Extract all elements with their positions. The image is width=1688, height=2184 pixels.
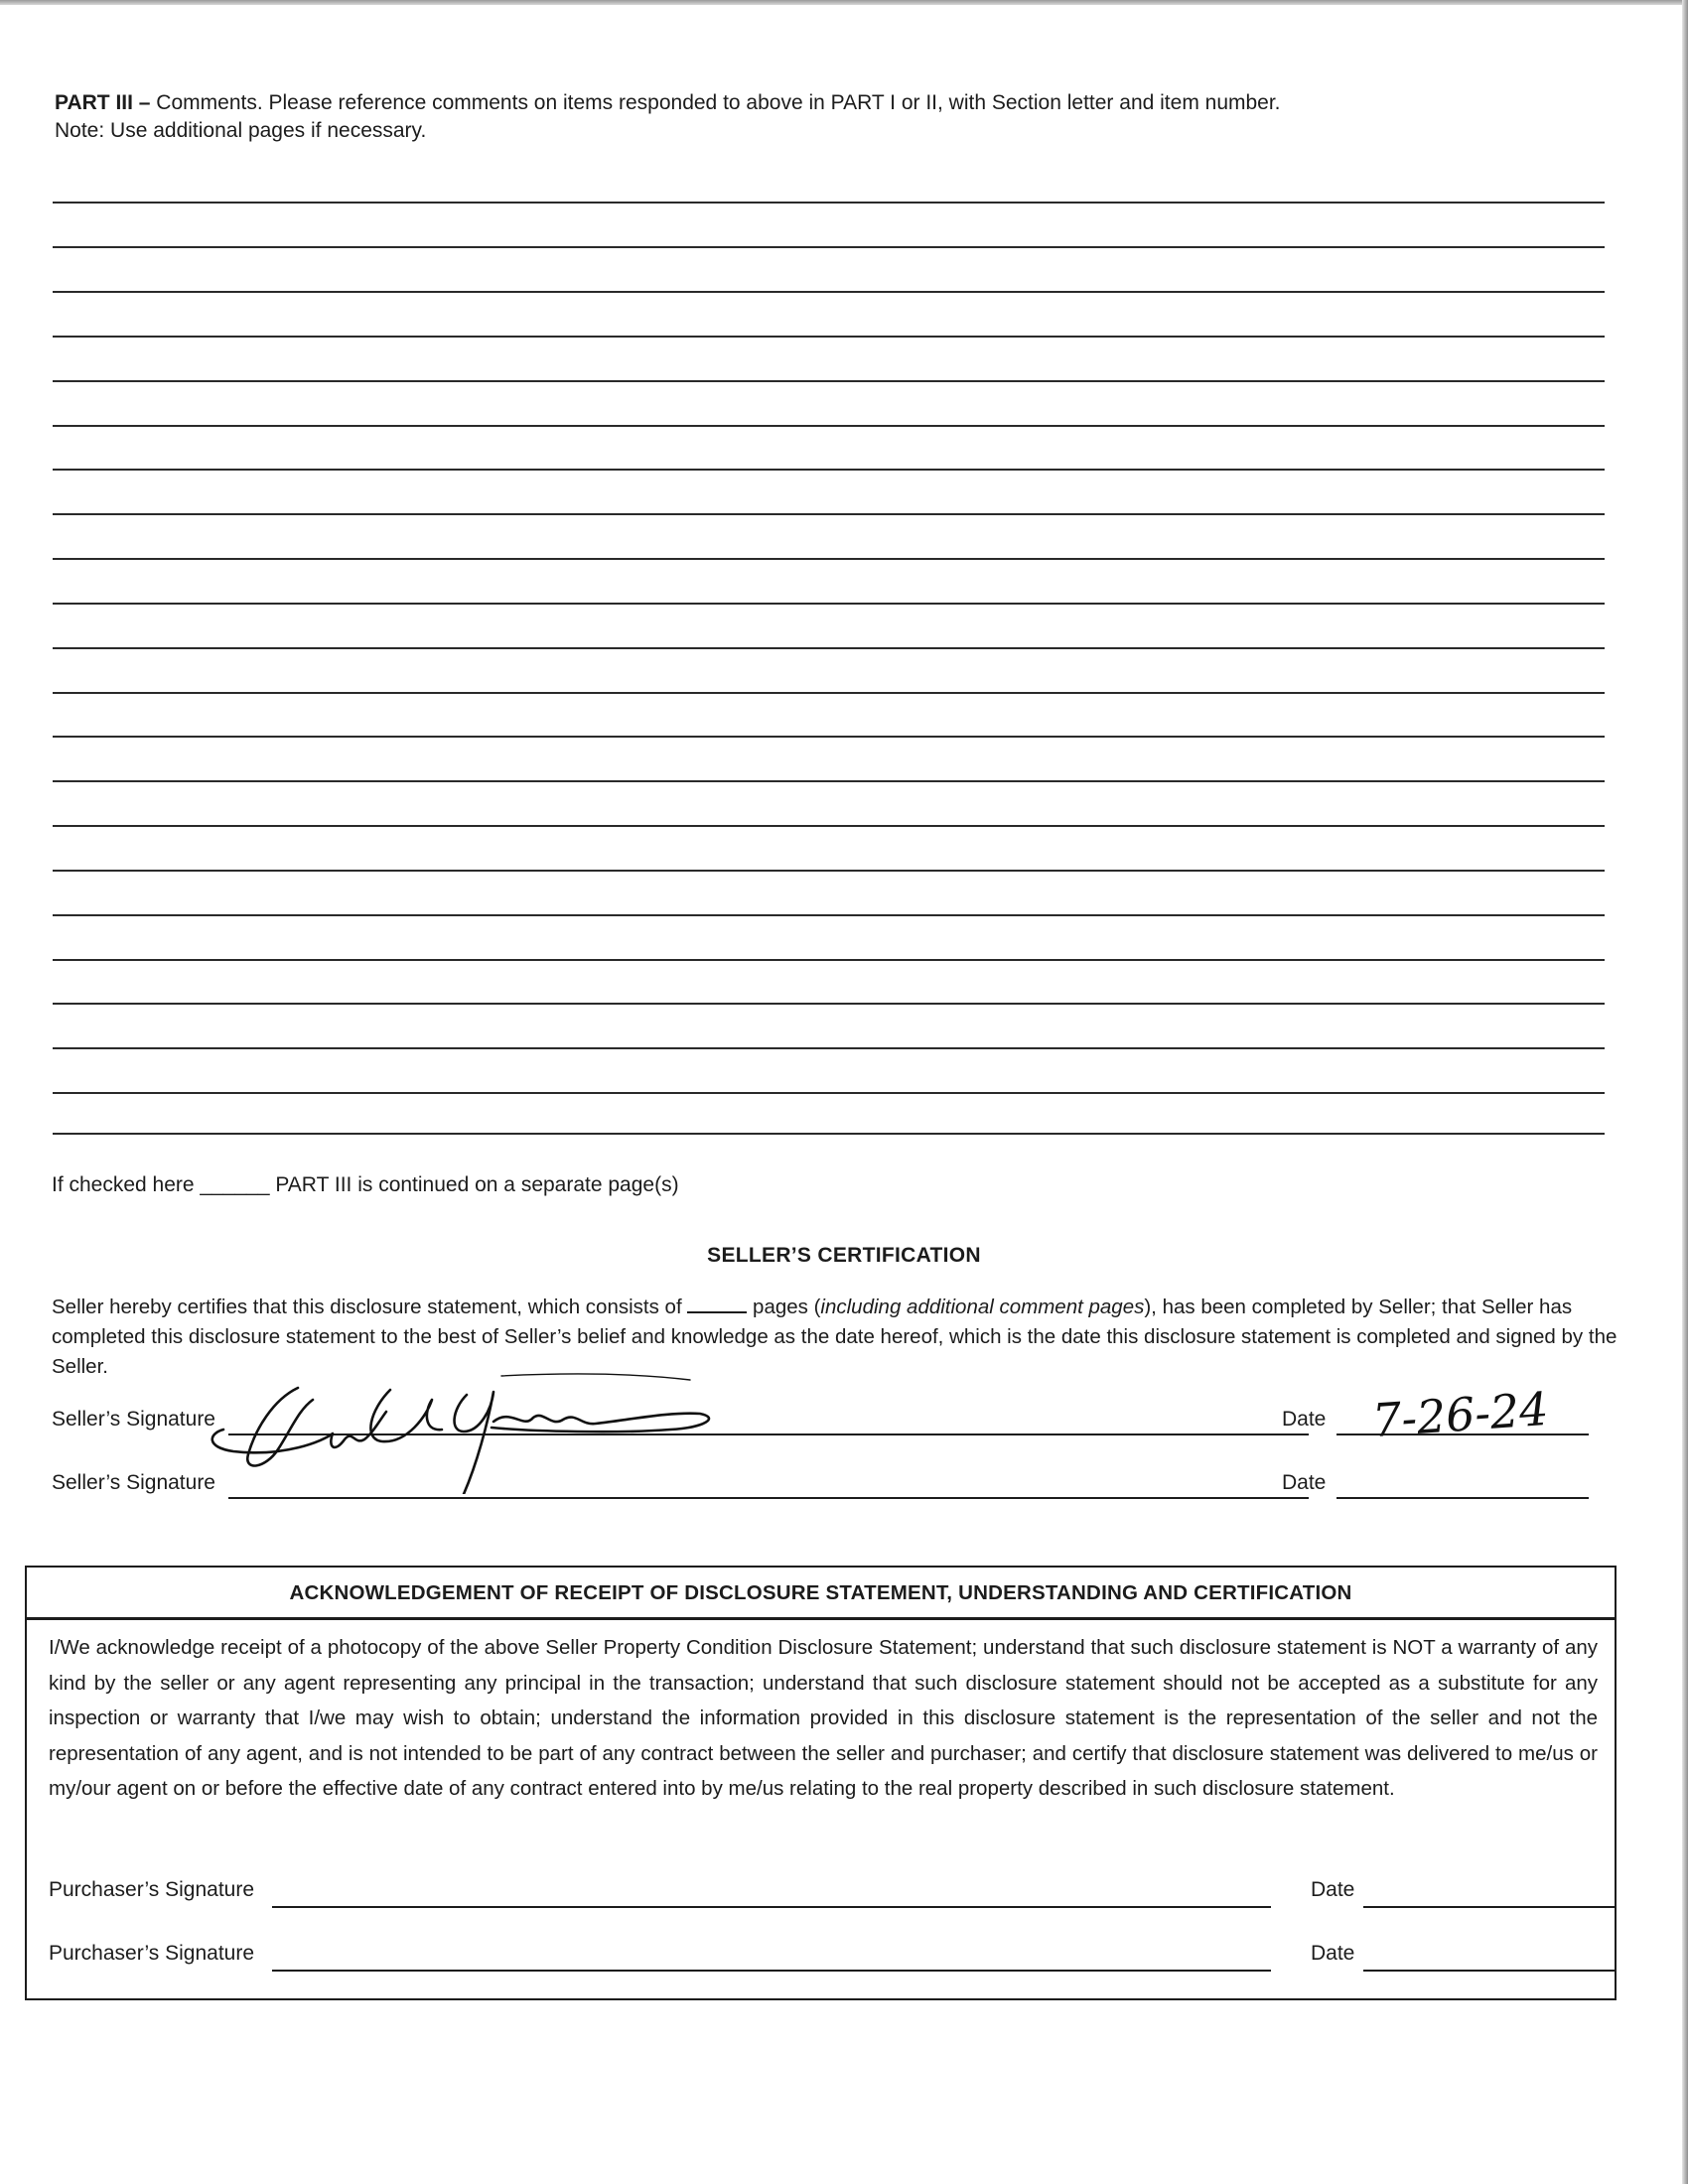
continued-prefix: If checked here ______ (52, 1173, 270, 1196)
acknowledgement-box (25, 1566, 1617, 2000)
signature-stroke-4 (455, 1392, 493, 1494)
scan-top-edge (0, 0, 1688, 5)
acknowledgement-divider (27, 1617, 1615, 1620)
cert-text-end: ), has been completed by Seller; that Seller has completed this disclosure statement to the best of Seller’s belief and knowledge as the date hereof, which is the date this disclosure statement is completed and signed by the Seller. (52, 1296, 1618, 1378)
purchaser-date-line[interactable] (1363, 1906, 1616, 1908)
comment-line-12[interactable] (53, 692, 1605, 694)
acknowledgement-title: ACKNOWLEDGEMENT OF RECEIPT OF DISCLOSURE STATEMENT, UNDERSTANDING AND CERTIFICATION (289, 1581, 1352, 1604)
seller-signature-label: Seller’s Signature (52, 1471, 215, 1494)
purchaser-signature-row-2 (49, 1940, 1598, 1972)
comment-line-9[interactable] (53, 558, 1605, 560)
comment-line-20[interactable] (53, 1047, 1605, 1049)
part3-heading (55, 89, 1281, 145)
seller-date-label: Date (1282, 1408, 1327, 1431)
page-count-blank[interactable] (687, 1294, 747, 1313)
seller-handwritten-signature (204, 1370, 720, 1494)
comment-line-13[interactable] (53, 736, 1605, 738)
seller-date-label: Date (1282, 1471, 1327, 1494)
purchaser-date-line[interactable] (1363, 1970, 1616, 1972)
signature-stroke-3 (370, 1390, 442, 1441)
comment-line-18[interactable] (53, 959, 1605, 961)
seller-date-handwritten: 7-26-24 (1370, 1381, 1551, 1448)
purchaser-signature-label: Purchaser’s Signature (49, 1942, 255, 1965)
cert-text-start: Seller hereby certifies that this disclosure statement, which consists of (52, 1296, 682, 1318)
comment-line-21[interactable] (53, 1092, 1605, 1094)
purchaser-date-label: Date (1311, 1878, 1355, 1901)
seller-certification-title: SELLER’S CERTIFICATION (707, 1244, 981, 1267)
comment-line-17[interactable] (53, 914, 1605, 916)
signature-stroke-5 (492, 1414, 709, 1432)
seller-signature-label: Seller’s Signature (52, 1408, 215, 1431)
comment-line-15[interactable] (53, 825, 1605, 827)
comment-line-14[interactable] (53, 780, 1605, 782)
purchaser-signature-row-1 (49, 1876, 1598, 1908)
comment-line-22[interactable] (53, 1133, 1605, 1135)
purchaser-signature-line[interactable] (272, 1906, 1271, 1908)
signature-stroke-2 (212, 1412, 386, 1452)
comment-line-4[interactable] (53, 336, 1605, 338)
cert-text-pages: pages ( (747, 1296, 821, 1318)
signature-stroke-1 (247, 1388, 313, 1465)
seller-date-line[interactable] (1336, 1497, 1589, 1499)
comment-line-3[interactable] (53, 291, 1605, 293)
comment-line-10[interactable] (53, 603, 1605, 605)
purchaser-signature-label: Purchaser’s Signature (49, 1878, 255, 1901)
cert-text-italic: including additional comment pages (820, 1296, 1145, 1318)
part3-label: PART III – (55, 91, 151, 114)
comment-line-8[interactable] (53, 513, 1605, 515)
continued-suffix: PART III is continued on a separate page(s) (269, 1173, 679, 1196)
part3-instructions: Comments. Please reference comments on items responded to above in PART I or II, with Section letter and item number. (150, 91, 1281, 114)
comment-line-16[interactable] (53, 870, 1605, 872)
comment-line-7[interactable] (53, 469, 1605, 471)
signature-stroke-6 (501, 1374, 690, 1380)
purchaser-date-label: Date (1311, 1942, 1355, 1965)
comment-line-19[interactable] (53, 1003, 1605, 1005)
continued-checkbox-line[interactable] (52, 1173, 679, 1197)
comment-line-6[interactable] (53, 425, 1605, 427)
purchaser-signature-line[interactable] (272, 1970, 1271, 1972)
comment-line-2[interactable] (53, 246, 1605, 248)
comment-line-11[interactable] (53, 647, 1605, 649)
comment-line-5[interactable] (53, 380, 1605, 382)
comment-line-1[interactable] (53, 202, 1605, 204)
scan-right-edge (1682, 0, 1688, 2184)
acknowledgement-text: I/We acknowledge receipt of a photocopy of the above Seller Property Condition Disclosure Statement; understand that such disclosure statement is NOT a warranty of any kind by the seller or any agent representing any principal in the transaction; understand that such disclosure statement should not be accepted as a substitute for any inspection or warranty that I/we may wish to obtain; understand the information provided in this disclosure statement is the representation of the seller and not the representation of any agent, and is not intended to be part of any contract between the seller and purchaser; and certify that disclosure statement was delivered to me/us or my/our agent on or before the effective date of any contract entered into by me/us relating to the real property described in such disclosure statement. (49, 1636, 1598, 1800)
part3-note: Note: Use additional pages if necessary. (55, 119, 427, 142)
seller-certification-text (52, 1293, 1620, 1382)
seller-signature-line[interactable] (228, 1497, 1309, 1499)
